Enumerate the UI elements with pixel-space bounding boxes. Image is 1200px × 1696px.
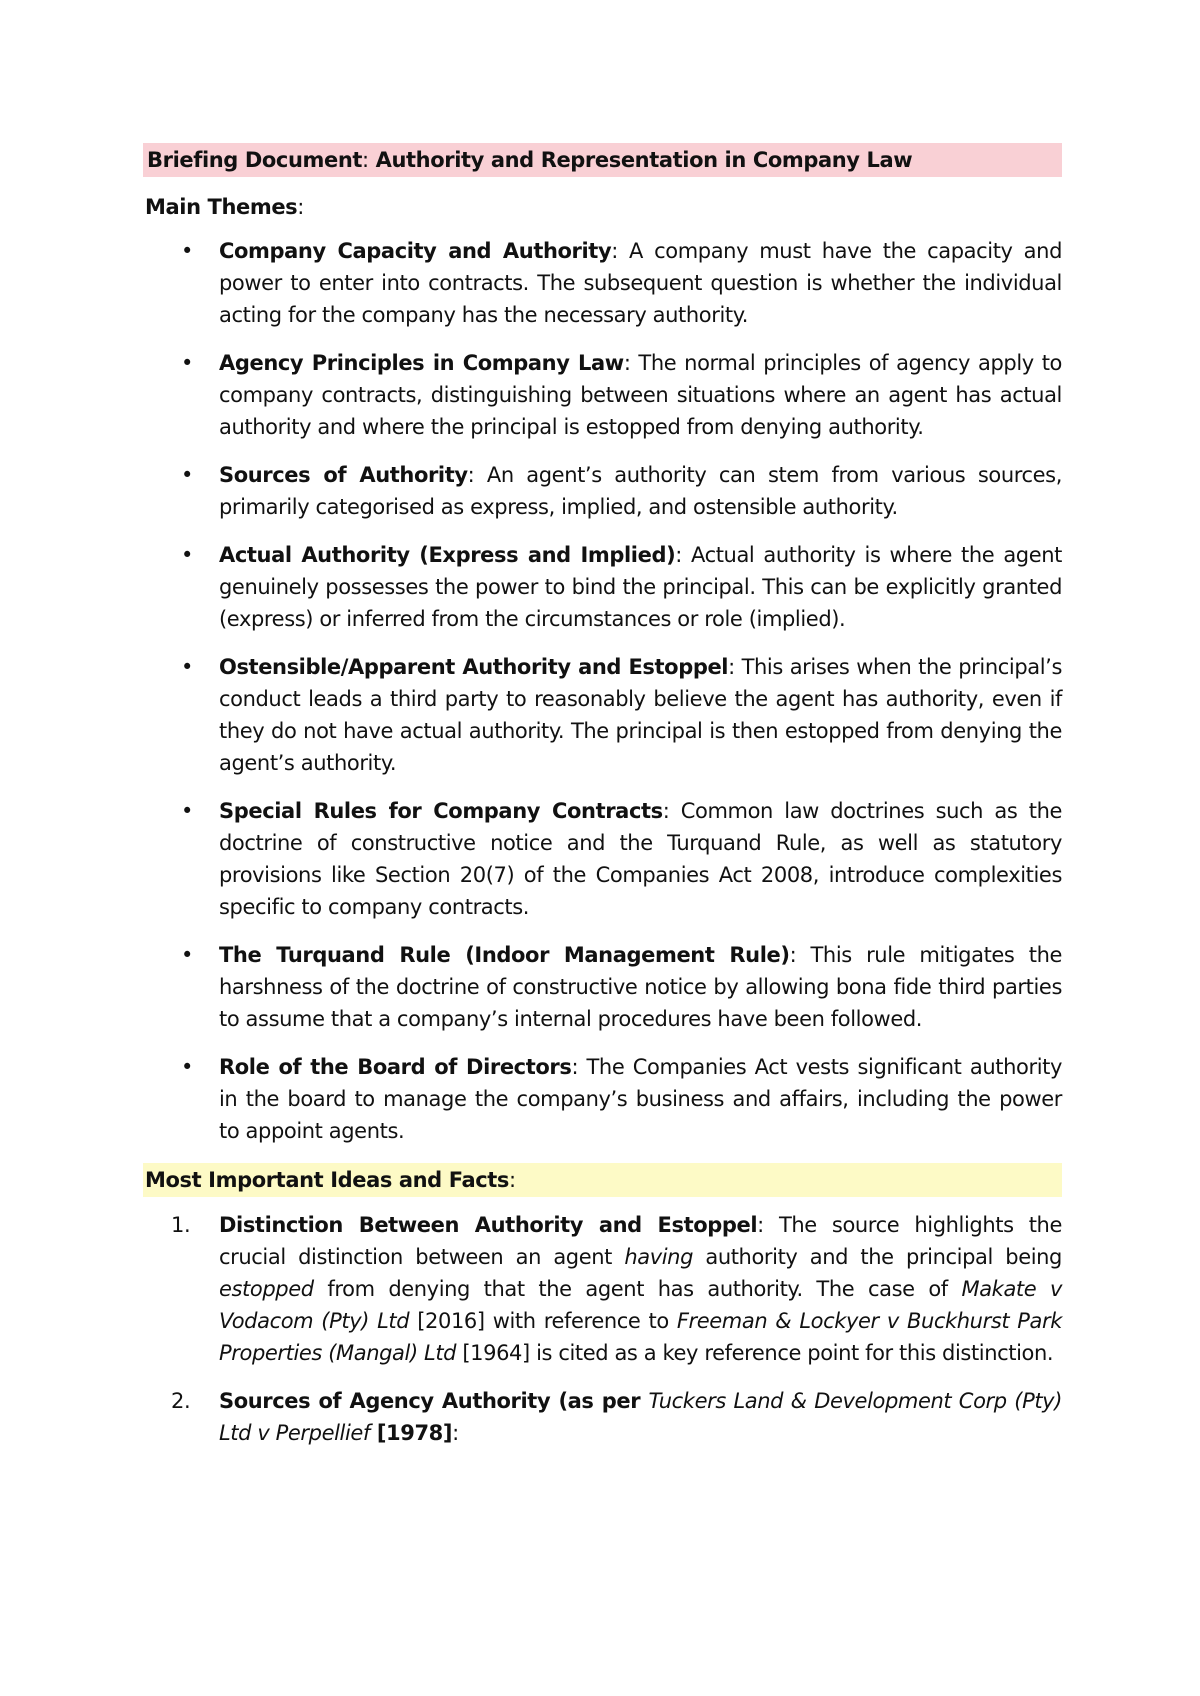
theme-term: Sources of Authority (219, 463, 468, 487)
important-ideas-list (143, 1209, 1062, 1449)
theme-item (143, 939, 1062, 1035)
theme-item (143, 539, 1062, 635)
theme-text: : The Companies Act vests significant authority in the board to manage the company’s business and affairs, including the power to appoint agents. (219, 1055, 1062, 1143)
theme-term: Ostensible/Apparent Authority and Estoppel (219, 655, 729, 679)
document-title (143, 143, 1062, 177)
theme-text: : This rule mitigates the harshness of the doctrine of constructive notice by allowing bona fide third parties to assume that a company’s internal procedures have been followed. (219, 943, 1062, 1031)
theme-text: : This arises when the principal’s conduct leads a third party to reasonably believe the agent has authority, even if they do not have actual authority. The principal is then estopped from denying the agent’s authority. (219, 655, 1062, 775)
important-ideas-heading-text: Most Important Ideas and Facts (145, 1168, 510, 1192)
idea-text: : (452, 1421, 459, 1445)
theme-term: The Turquand Rule (Indoor Management Rule) (219, 943, 790, 967)
idea-text: [2016] with reference to (409, 1309, 677, 1333)
idea-term: Sources of Agency Authority (as per (219, 1389, 649, 1413)
theme-text: : A company must have the capacity and power to enter into contracts. The subsequent question is whether the individual acting for the company has the necessary authority. (219, 239, 1062, 327)
idea-italic: estopped (219, 1277, 314, 1301)
idea-item-2 (143, 1385, 1062, 1449)
title-rest: Authority and Representation in Company Law (368, 148, 913, 172)
theme-item (143, 347, 1062, 443)
list-number: 1. (171, 1213, 191, 1237)
theme-term: Role of the Board of Directors (219, 1055, 572, 1079)
theme-item (143, 1051, 1062, 1147)
idea-term: [1978] (369, 1421, 453, 1445)
bullet-icon: • (181, 463, 193, 487)
main-themes-heading-colon: : (297, 195, 304, 219)
theme-text: : The normal principles of agency apply to company contracts, distinguishing between situations where an agent has actual authority and where the principal is estopped from denying authority. (219, 351, 1062, 439)
main-themes-heading-text: Main Themes (145, 195, 298, 219)
title-main: Briefing Document (147, 148, 363, 172)
idea-item-1 (143, 1209, 1062, 1369)
case-citation: Tuckers Land & Development Corp (Pty) Ltd v Perpellief (219, 1389, 1062, 1445)
idea-italic: having (624, 1245, 694, 1269)
bullet-icon: • (181, 799, 193, 823)
theme-item (143, 651, 1062, 779)
title-colon: : (362, 148, 369, 172)
bullet-icon: • (181, 351, 193, 375)
theme-text: : Common law doctrines such as the doctrine of constructive notice and the Turquand Rule, as well as statutory provisions like Section 20(7) of the Companies Act 2008, introduce complexities specific to company contracts. (219, 799, 1063, 919)
idea-text: : The source highlights the crucial distinction between an agent (219, 1213, 1062, 1269)
idea-text: from denying that the agent has authority. The case of (313, 1277, 962, 1301)
main-themes-list (143, 235, 1062, 1147)
bullet-icon: • (181, 655, 193, 679)
case-citation: Freeman & Lockyer v Buckhurst Park Properties (Mangal) Ltd (219, 1309, 1062, 1365)
important-ideas-heading-colon: : (509, 1168, 516, 1192)
bullet-icon: • (181, 239, 193, 263)
bullet-icon: • (181, 943, 193, 967)
theme-text: : An agent’s authority can stem from various sources, primarily categorised as express, implied, and ostensible authority. (219, 463, 1062, 519)
idea-term: Distinction Between Authority and Estoppel (219, 1213, 758, 1237)
theme-term: Special Rules for Company Contracts (219, 799, 663, 823)
theme-item (143, 459, 1062, 523)
theme-term: Actual Authority (Express and Implied) (219, 543, 676, 567)
theme-term: Company Capacity and Authority (219, 239, 612, 263)
bullet-icon: • (181, 543, 193, 567)
idea-text: [1964] is cited as a key reference point for this distinction. (456, 1341, 1054, 1365)
list-number: 2. (171, 1389, 191, 1413)
idea-text: authority and the principal being (693, 1245, 1062, 1269)
important-ideas-heading (143, 1163, 1062, 1197)
case-citation: Makate v Vodacom (Pty) Ltd (219, 1277, 1062, 1333)
theme-item (143, 795, 1062, 923)
main-themes-heading (145, 191, 1062, 223)
bullet-icon: • (181, 1055, 193, 1079)
theme-item (143, 235, 1062, 331)
theme-term: Agency Principles in Company Law (219, 351, 624, 375)
theme-text: : Actual authority is where the agent genuinely possesses the power to bind the principal. This can be explicitly granted (express) or inferred from the circumstances or role (implied). (219, 543, 1062, 631)
